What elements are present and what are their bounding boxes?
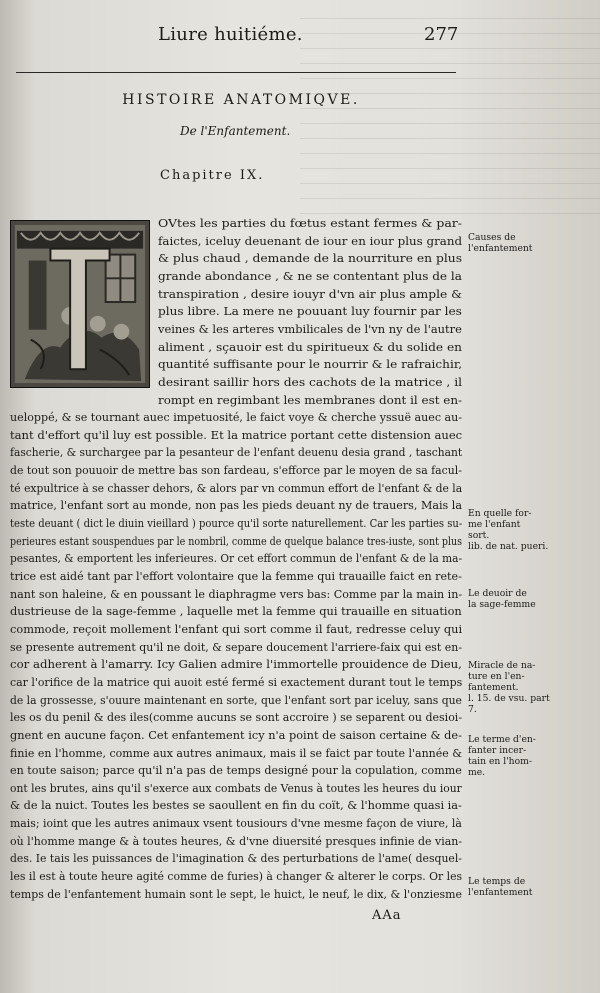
body-line: mais; ioint que les autres animaux vsent tousiours d'vne mesme façon de viure, là [10, 817, 462, 831]
margin-note [468, 588, 594, 610]
margin-note-line: 7. [468, 704, 477, 715]
margin-note-line: Causes de [468, 232, 516, 243]
body-line: car l'orifice de la matrice qui auoit esté fermé si exactement durant tout le temps [10, 675, 463, 689]
body-line: fascherie, & surchargee par la pesanteur de l'enfant deuenu desia grand , taschant [10, 446, 463, 460]
body-line: & plus chaud , demande de la nourriture en plus [158, 252, 463, 266]
body-line: gnent en aucune façon. Cet enfantement icy n'a point de saison certaine & de- [10, 728, 462, 742]
margin-note-line: fanter incer- [468, 745, 527, 756]
body-line: transpiration , desire iouyr d'vn air plus ample & [158, 287, 463, 301]
body-line: cor adherent à l'amarry. Icy Galien admire l'immortelle prouidence de Dieu, [10, 658, 462, 672]
body-line: grande abondance , & ne se contentant plus de la [158, 269, 462, 283]
margin-note-line: Le terme d'en- [468, 734, 536, 745]
margin-note-line: tain en l'hom- [468, 756, 532, 767]
body-line: se presente autrement qu'il ne doit, & separe doucement l'arriere-faix qui est en- [10, 640, 463, 654]
signature-mark: AAa [372, 908, 402, 923]
margin-note [468, 734, 594, 778]
body-line: trice est aidé tant par l'effort volontaire que la femme qui trauaille faict en rete- [10, 570, 462, 583]
body-line: où l'homme mange & à toutes heures, & d'vne diuersité presques infinie de vian- [10, 834, 463, 848]
body-line: finie en l'homme, comme aux autres animaux, mais il se faict par toute l'année & [10, 746, 463, 760]
margin-note-line: ture en l'en- [468, 671, 525, 682]
body-line: ueloppé, & se tournant auec impetuosité, le faict voye & cherche yssuë auec au- [10, 411, 463, 425]
margin-note-line: l'enfantement [468, 243, 533, 254]
margin-note [468, 232, 594, 254]
body-line: des. Ie tais les puissances de l'imagination & des perturbations de l'ame( desquel- [10, 852, 462, 866]
margin-note-line: Le temps de [468, 876, 526, 887]
margin-note-line: me l'enfant [468, 519, 521, 530]
margin-note-line: l'enfantement [468, 887, 533, 898]
margin-note-line: l. 15. de vsu. part [468, 693, 550, 704]
body-line: matrice, l'enfant sort au monde, non pas les pieds deuant ny de trauers, Mais la [10, 499, 463, 513]
section-title: HISTOIRE ANATOMIQVE. [122, 92, 360, 108]
margin-note-line: Miracle de na- [468, 660, 536, 671]
body-line: nant son haleine, & en poussant le diaphragme vers bas: Comme par la main in- [10, 587, 463, 601]
body-line: commode, reçoit mollement l'enfant qui sort comme il faut, redresse celuy qui [10, 622, 463, 636]
body-line: té expultrice à se chasser dehors, & alors par vn commun effort de l'enfant & de la [10, 481, 463, 495]
margin-note [468, 876, 594, 898]
margin-note-line: Le deuoir de [468, 588, 527, 599]
body-line: plus libre. La mere ne pouuant luy fournir par les [158, 305, 462, 319]
body-line: teste deuant ( dict le diuin vieillard ) pource qu'il sorte naturellement. Car les parties su- [10, 517, 463, 531]
show-through-texture [300, 18, 600, 218]
body-line: pesantes, & emportent les inferieures. Or cet effort commun de l'enfant & de la ma- [10, 552, 463, 566]
body-line: de la grossesse, s'ouure maintenant en sorte, que l'enfant sort par iceluy, sans que [10, 693, 462, 707]
body-line: les os du penil & des iles(comme aucuns se sont accroire ) se separent ou desioi- [10, 711, 463, 725]
header-rule [16, 72, 456, 73]
subtitle: De l'Enfantement. [180, 124, 291, 138]
body-line: faictes, iceluy deuenant de iour en iour plus grand [158, 234, 463, 248]
body-line: desirant saillir hors des cachots de la matrice , il [158, 375, 463, 389]
body-line: & de la nuict. Toutes les bestes se saoullent en fin du coït, & l'homme quasi ia- [10, 799, 462, 813]
body-line: ont les brutes, ains qu'il s'exerce aux combats de Venus à toutes les heures du iour [10, 781, 462, 795]
body-line: dustrieuse de la sage-femme , laquelle met la femme qui trauaille en situation [10, 605, 462, 619]
chapter-heading: Chapitre IX. [160, 168, 265, 183]
page-number: 277 [424, 24, 459, 45]
margin-note-line: me. [468, 767, 486, 778]
body-line: veines & les arteres vmbilicales de l'vn ny de l'autre [158, 322, 462, 336]
body-line: les il est à toute heure agité comme de furies) à changer & alterer le corps. Or les [10, 870, 463, 884]
margin-note-line: lib. de nat. pueri. [468, 541, 549, 552]
margin-note [468, 508, 594, 552]
margin-note [468, 660, 594, 715]
body-line: perieures estant souspendues par le nombril, comme de quelque balance tres-iuste, sont plus [10, 534, 463, 548]
body-line: temps de l'enfantement humain sont le sept, le huict, le neuf, le dix, & l'onziesme [10, 887, 462, 901]
body-line: en toute saison; parce qu'il n'a pas de temps designé pour la copulation, comme [10, 764, 462, 778]
body-line: tant d'effort qu'il luy est possible. Et la matrice portant cette distension auec [10, 428, 463, 442]
margin-note-line: En quelle for- [468, 508, 532, 519]
running-title: Liure huitiéme. [158, 24, 303, 45]
margin-note-line: fantement. [468, 682, 519, 693]
body-line: aliment , sçauoir est du spiritueux & du solide en [158, 340, 462, 354]
margin-note-line: sort. [468, 530, 490, 541]
body-line: OVtes les parties du fœtus estant fermes & par- [158, 217, 462, 230]
woodcut-initial-t-illustration [10, 220, 150, 388]
body-line: rompt en regimbant les membranes dont il est en- [158, 393, 463, 407]
body-line: de tout son pouuoir de mettre bas son fardeau, s'efforce par le moyen de sa facul- [10, 464, 462, 478]
body-line: quantité suffisante pour le nourrir & le rafraichir, [158, 358, 463, 372]
margin-note-line: la sage-femme [468, 599, 536, 610]
